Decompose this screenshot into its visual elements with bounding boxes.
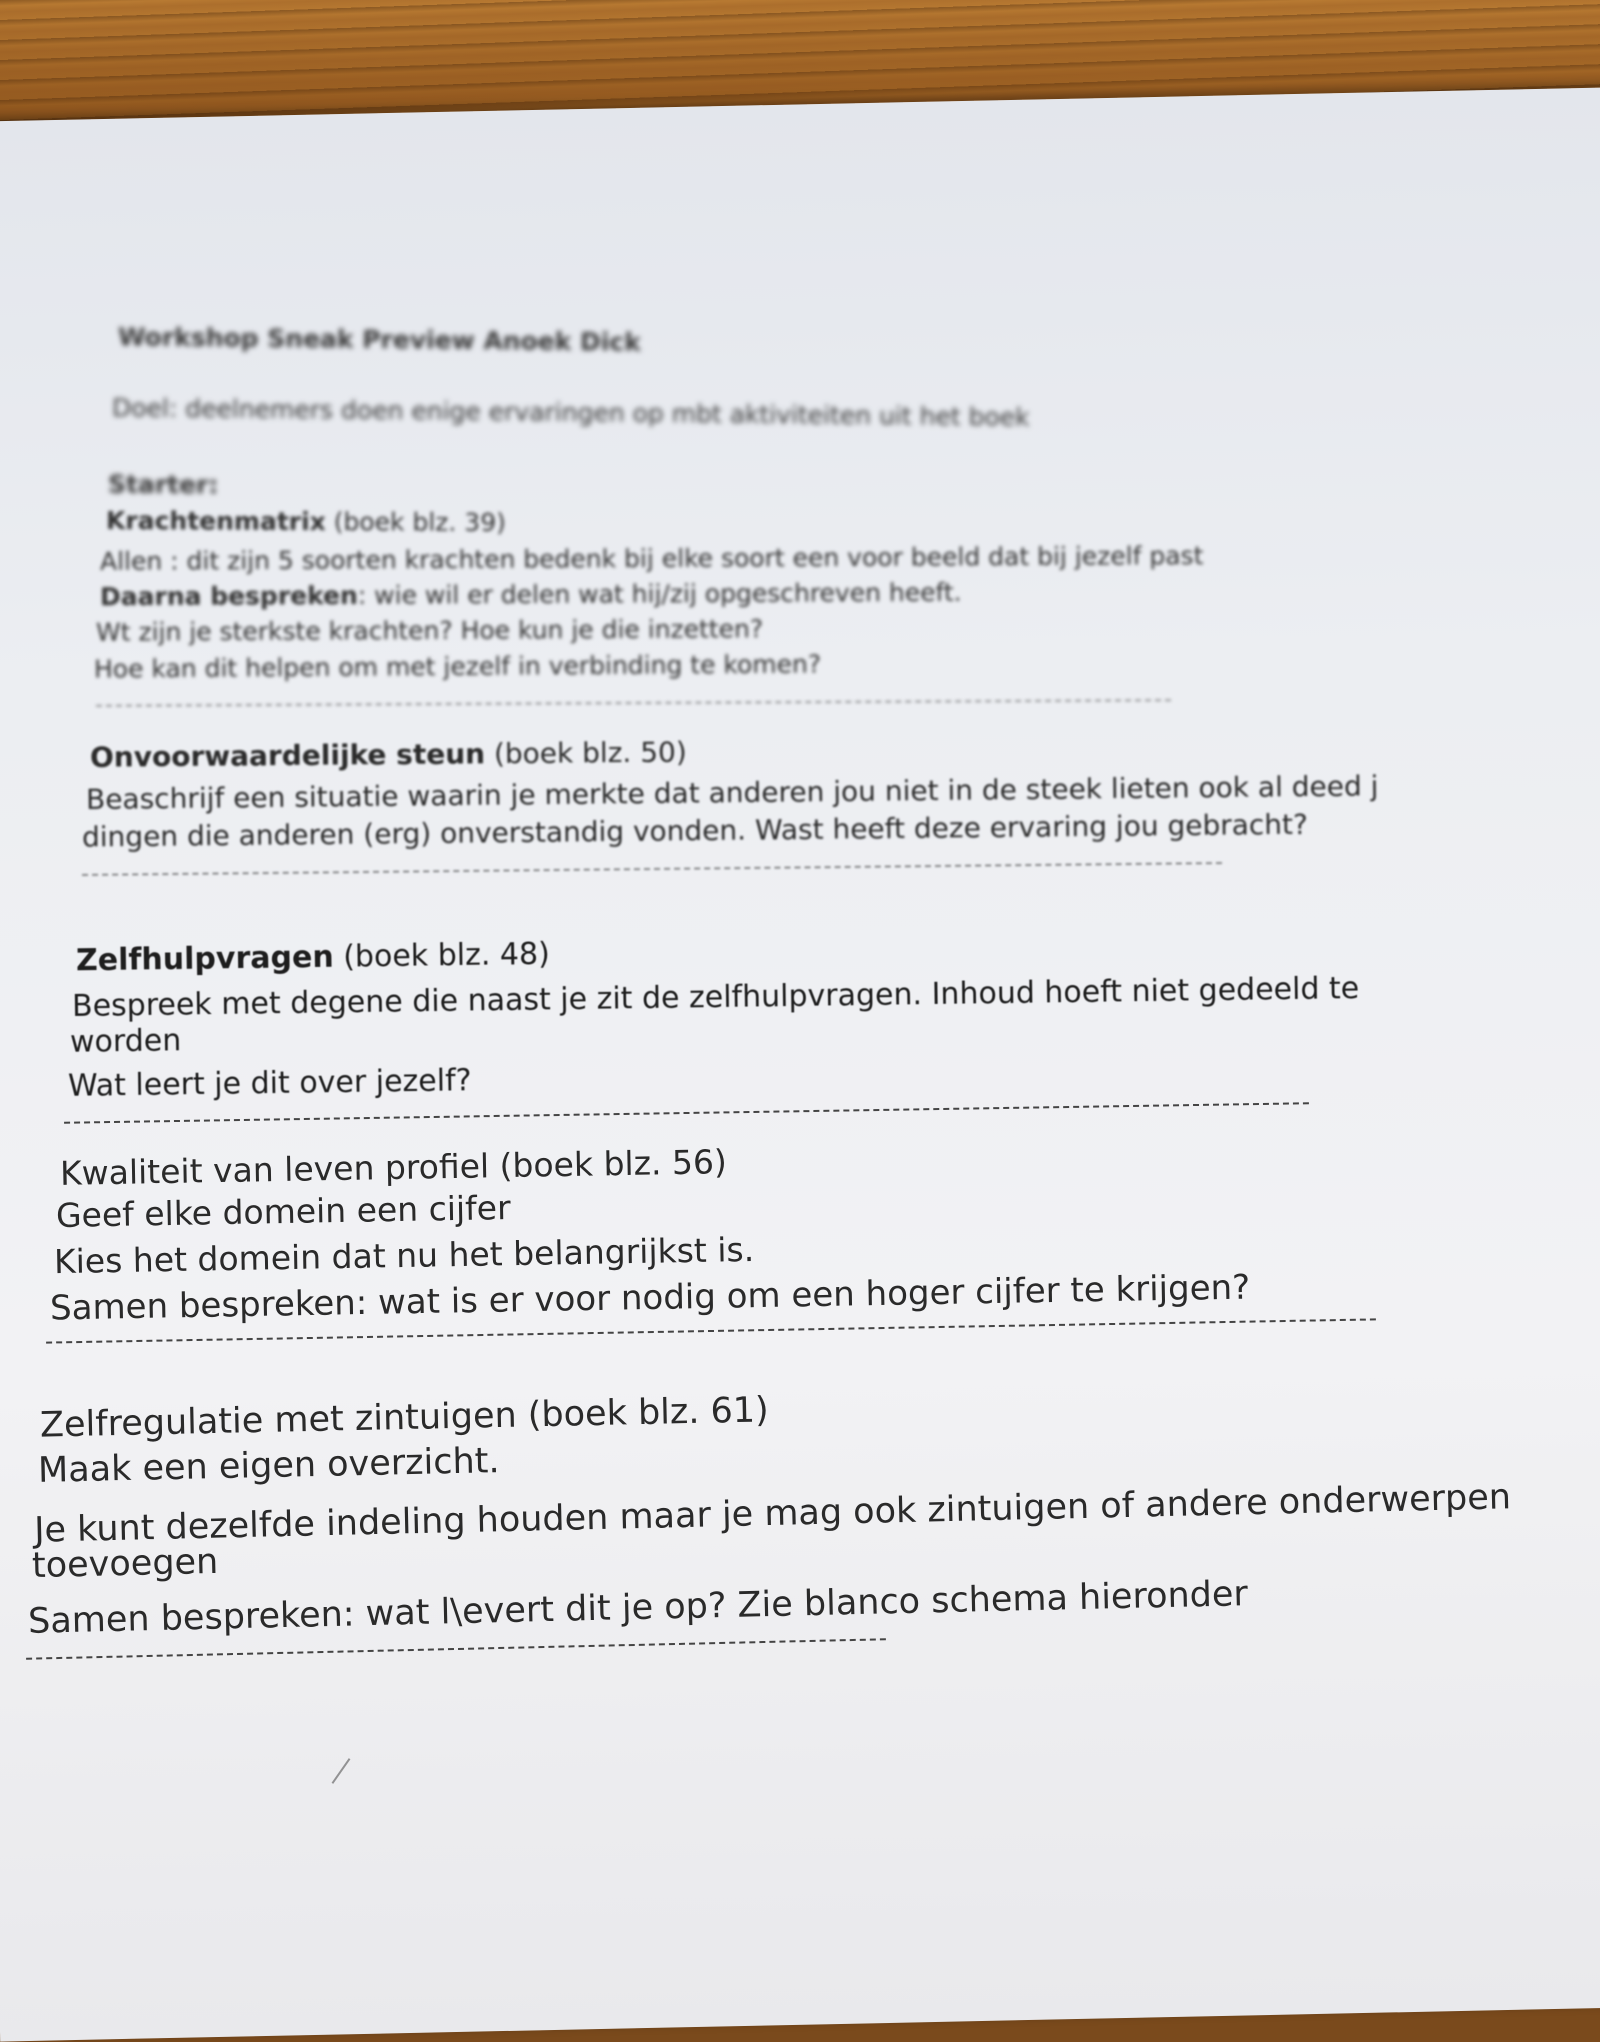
starter-question-1: Wt zijn je sterkste krachten? Hoe kun je die inzetten? xyxy=(95,614,764,647)
zelfhulp-ref: (boek blz. 48) xyxy=(333,936,551,975)
steun-ref: (boek blz. 50) xyxy=(484,735,687,771)
steun-line-2: dingen die anderen (erg) onverstandig vonden. Wast heeft deze ervaring jou gebracht? xyxy=(81,807,1309,854)
separator-2 xyxy=(82,862,1222,876)
starter-discussion-line xyxy=(100,578,962,612)
steun-heading-line xyxy=(90,735,687,773)
zelfhulp-line-2: worden xyxy=(69,1023,182,1060)
pen-mark xyxy=(332,1758,351,1784)
zelfregulatie-heading: Zelfregulatie met zintuigen (boek blz. 61) xyxy=(39,1390,770,1446)
separator-3 xyxy=(64,1102,1309,1124)
steun-heading: Onvoorwaardelijke steun xyxy=(89,737,486,774)
starter-discussion-rest: : wie wil er delen wat hij/zij opgeschreven heeft. xyxy=(357,577,962,610)
separator-5 xyxy=(26,1638,886,1660)
zelfregulatie-line-1: Maak een eigen overzicht. xyxy=(37,1441,500,1491)
starter-discussion-bold: Daarna bespreken xyxy=(99,580,358,612)
separator-1 xyxy=(96,699,1171,707)
starter-instruction: Allen : dit zijn 5 soorten krachten bedenk bij elke soort een voor beeld dat bij jezelf past xyxy=(99,541,1204,576)
zelfhulp-heading: Zelfhulpvragen xyxy=(75,939,334,979)
kwaliteit-line-3: Samen bespreken: wat is er voor nodig om een hoger cijfer te krijgen? xyxy=(49,1267,1251,1329)
kwaliteit-line-2: Kies het domein dat nu het belangrijkst is. xyxy=(53,1229,755,1282)
zelfregulatie-line-4: Samen bespreken: wat l\evert dit je op? Zie blanco schema hieronder xyxy=(27,1574,1249,1642)
zelfregulatie-line-3: toevoegen xyxy=(31,1541,219,1587)
zelfregulatie-line-2: Je kunt dezelfde indeling houden maar je mag ook zintuigen of andere onderwerpen xyxy=(33,1477,1512,1551)
kwaliteit-line-1: Geef elke domein een cijfer xyxy=(55,1188,511,1235)
zelfhulp-line-1: Bespreek met degene die naast je zit de zelfhulpvragen. Inhoud hoeft niet gedeeld te xyxy=(71,971,1360,1024)
krachtenmatrix-heading: Krachtenmatrix xyxy=(105,505,326,537)
zelfhulp-heading-line xyxy=(76,937,550,979)
starter-question-2: Hoe kan dit helpen om met jezelf in verbinding te komen? xyxy=(93,649,822,684)
krachtenmatrix-heading-line xyxy=(106,506,506,537)
starter-label: Starter: xyxy=(107,469,219,500)
krachtenmatrix-ref: (boek blz. 39) xyxy=(325,507,506,538)
goal-line: Doel: deelnemers doen enige ervaringen op mbt aktiviteiten uit het boek xyxy=(111,393,1030,432)
steun-line-1: Beaschrijf een situatie waarin je merkte dat anderen jou niet in de steek lieten ook al deed j xyxy=(85,769,1379,816)
zelfhulp-line-3: Wat leert je dit over jezelf? xyxy=(67,1063,472,1104)
kwaliteit-heading: Kwaliteit van leven profiel (boek blz. 56) xyxy=(59,1142,728,1193)
document-title: Workshop Sneak Preview Anoek Dick xyxy=(117,322,641,357)
